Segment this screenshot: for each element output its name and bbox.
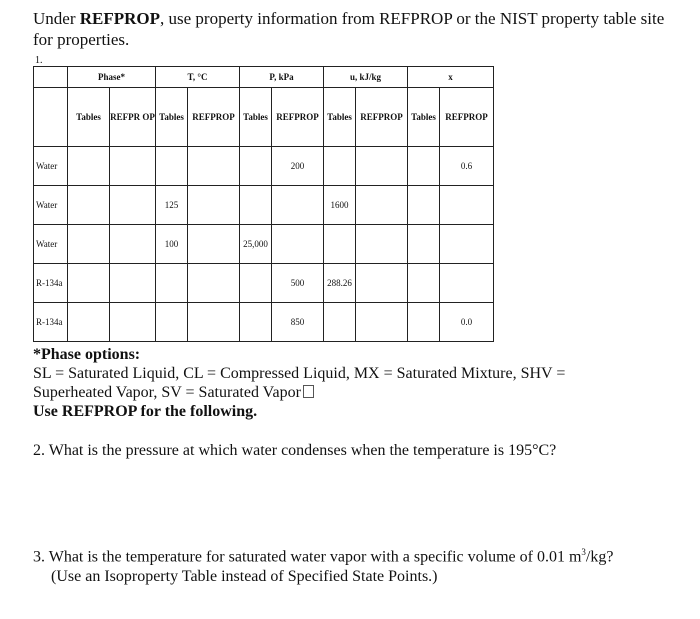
- table-cell[interactable]: [408, 303, 440, 342]
- subheader-cell: REFPROP: [440, 88, 494, 147]
- table-cell[interactable]: [356, 147, 408, 186]
- table-cell[interactable]: [356, 303, 408, 342]
- notes-line-1: SL = Saturated Liquid, CL = Compressed Liquid, MX = Saturated Mixture, SHV =: [33, 365, 566, 382]
- substance-cell: Water: [34, 147, 68, 186]
- notes-title: *Phase options:: [33, 346, 141, 363]
- intro-paragraph: [33, 8, 673, 50]
- table-cell[interactable]: 288.26: [324, 264, 356, 303]
- corner-cell: [34, 67, 68, 88]
- table-cell[interactable]: [240, 303, 272, 342]
- table-cell[interactable]: [408, 186, 440, 225]
- table-cell[interactable]: [188, 225, 240, 264]
- table-row: [34, 186, 494, 225]
- intro-emphasis: REFPROP: [79, 9, 161, 28]
- subheader-cell: Tables: [68, 88, 110, 147]
- table-cell[interactable]: [440, 225, 494, 264]
- table-cell[interactable]: [408, 225, 440, 264]
- table-cell[interactable]: [324, 225, 356, 264]
- table-cell[interactable]: [110, 303, 156, 342]
- subheader-cell: Tables: [240, 88, 272, 147]
- table-cell[interactable]: [440, 186, 494, 225]
- phase-notes: [33, 345, 683, 421]
- intro-prefix: Under: [33, 9, 80, 28]
- intro-suffix: , use property information from REFPROP or the NIST property table site for properties.: [33, 9, 665, 49]
- header-internal-energy: u, kJ/kg: [324, 67, 408, 88]
- table-cell[interactable]: [272, 186, 324, 225]
- table-cell[interactable]: 0.6: [440, 147, 494, 186]
- use-refprop-line: Use REFPROP for the following.: [33, 403, 258, 420]
- table-cell[interactable]: 1600: [324, 186, 356, 225]
- table-cell[interactable]: [440, 264, 494, 303]
- table-cell[interactable]: [272, 225, 324, 264]
- question-3-line-2: (Use an Isoproperty Table instead of Specified State Points.): [51, 568, 438, 586]
- table-cell[interactable]: [110, 186, 156, 225]
- header-phase: Phase*: [68, 67, 156, 88]
- table-cell[interactable]: [188, 264, 240, 303]
- subheader-row: [34, 88, 494, 147]
- table-cell[interactable]: [324, 147, 356, 186]
- header-row: [34, 67, 494, 88]
- question-3-line-1: 3. What is the temperature for saturated water vapor with a specific volume of 0.01 $m^3/kg$?: [33, 547, 614, 566]
- table-cell[interactable]: [68, 264, 110, 303]
- table-cell[interactable]: [110, 264, 156, 303]
- substance-cell: R-134a: [34, 264, 68, 303]
- header-quality: x: [408, 67, 494, 88]
- table-cell[interactable]: 100: [156, 225, 188, 264]
- table-cell[interactable]: [324, 303, 356, 342]
- table-cell[interactable]: [110, 147, 156, 186]
- table-cell[interactable]: [408, 264, 440, 303]
- table-cell[interactable]: 0.0: [440, 303, 494, 342]
- subheader-cell: Tables: [324, 88, 356, 147]
- question-2: 2. What is the pressure at which water condenses when the temperature is 195°C?: [33, 442, 557, 459]
- table-cell[interactable]: [240, 186, 272, 225]
- table-cell[interactable]: [356, 225, 408, 264]
- missing-glyph-box: [303, 385, 314, 398]
- subheader-cell: Tables: [156, 88, 188, 147]
- table-cell[interactable]: [68, 303, 110, 342]
- table-cell[interactable]: [68, 225, 110, 264]
- table-cell[interactable]: 125: [156, 186, 188, 225]
- substance-cell: Water: [34, 225, 68, 264]
- table-cell[interactable]: [68, 186, 110, 225]
- table-row: [34, 147, 494, 186]
- table-cell[interactable]: [356, 186, 408, 225]
- table-row: [34, 225, 494, 264]
- subheader-cell: REFPROP: [188, 88, 240, 147]
- subheader-cell: REFPROP: [356, 88, 408, 147]
- table-cell[interactable]: [68, 147, 110, 186]
- question-3: [33, 542, 613, 587]
- table-cell[interactable]: [110, 225, 156, 264]
- header-temperature: T, °C: [156, 67, 240, 88]
- table-cell[interactable]: [408, 147, 440, 186]
- table-cell[interactable]: [156, 264, 188, 303]
- corner-cell: [34, 88, 68, 147]
- table-row: [34, 303, 494, 342]
- question-1-label: 1.: [35, 55, 43, 66]
- table-cell[interactable]: [156, 147, 188, 186]
- table-cell[interactable]: 200: [272, 147, 324, 186]
- table-cell[interactable]: [240, 264, 272, 303]
- table-cell[interactable]: [240, 147, 272, 186]
- table-row: [34, 264, 494, 303]
- property-table: [33, 66, 494, 342]
- subheader-cell: REFPROP: [272, 88, 324, 147]
- table-cell[interactable]: [356, 264, 408, 303]
- subheader-cell: Tables: [408, 88, 440, 147]
- header-pressure: P, kPa: [240, 67, 324, 88]
- table-cell[interactable]: [188, 303, 240, 342]
- table-cell[interactable]: 25,000: [240, 225, 272, 264]
- table-cell[interactable]: 850: [272, 303, 324, 342]
- table-cell[interactable]: 500: [272, 264, 324, 303]
- substance-cell: R-134a: [34, 303, 68, 342]
- substance-cell: Water: [34, 186, 68, 225]
- table-cell[interactable]: [156, 303, 188, 342]
- notes-line-2: Superheated Vapor, SV = Saturated Vapor: [33, 383, 683, 402]
- subheader-cell: REFPR OP: [110, 88, 156, 147]
- table-cell[interactable]: [188, 147, 240, 186]
- table-cell[interactable]: [188, 186, 240, 225]
